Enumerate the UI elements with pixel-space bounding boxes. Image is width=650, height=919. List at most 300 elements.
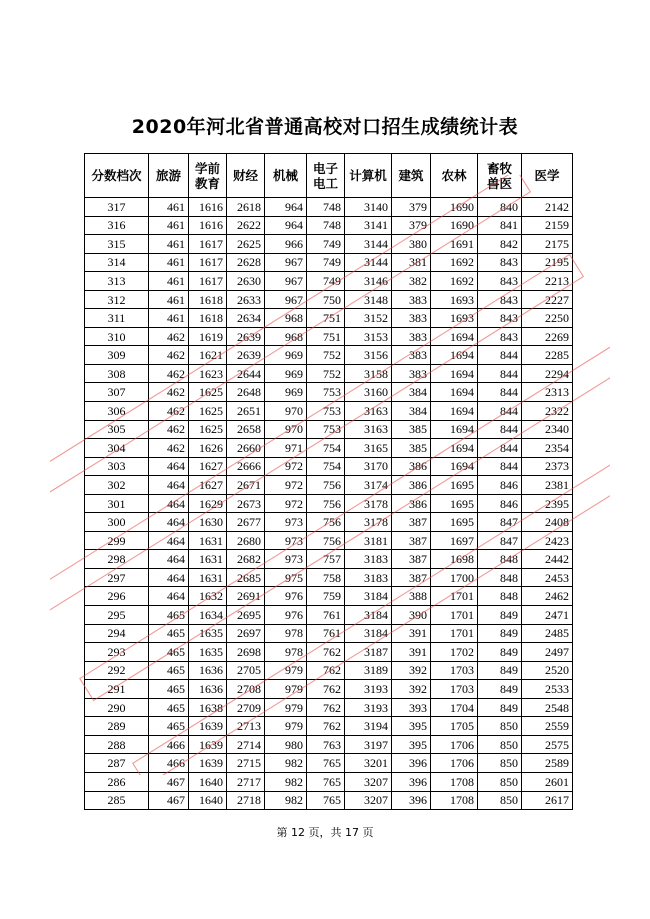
count-cell: 982 [265,791,307,810]
table-row [85,439,573,458]
table-row [85,606,573,625]
count-cell: 2698 [227,643,265,662]
count-cell: 1618 [189,290,227,309]
table-row [85,198,573,217]
count-cell: 2625 [227,235,265,254]
count-cell: 972 [265,457,307,476]
count-cell: 1636 [189,661,227,680]
score-level-cell: 306 [85,402,149,421]
table-row [85,457,573,476]
count-cell: 976 [265,606,307,625]
count-cell: 1640 [189,791,227,810]
count-cell: 3170 [345,457,392,476]
table-row [85,216,573,235]
count-cell: 1631 [189,568,227,587]
count-cell: 383 [392,364,431,383]
count-cell: 2651 [227,402,265,421]
count-cell: 765 [307,754,345,773]
count-cell: 850 [478,735,522,754]
score-level-cell: 301 [85,494,149,513]
count-cell: 464 [149,457,189,476]
count-cell: 759 [307,587,345,606]
table-row [85,791,573,810]
count-cell: 982 [265,772,307,791]
count-cell: 3163 [345,420,392,439]
table-row [85,383,573,402]
table-row [85,661,573,680]
count-cell: 2622 [227,216,265,235]
count-cell: 391 [392,624,431,643]
table-row [85,364,573,383]
score-level-cell: 305 [85,420,149,439]
count-cell: 3184 [345,587,392,606]
count-cell: 465 [149,680,189,699]
column-header: 分数档次 [85,154,149,198]
count-cell: 1691 [431,235,478,254]
count-cell: 2340 [522,420,573,439]
count-cell: 762 [307,643,345,662]
count-cell: 964 [265,216,307,235]
count-cell: 761 [307,606,345,625]
score-level-cell: 307 [85,383,149,402]
count-cell: 1701 [431,624,478,643]
count-cell: 2471 [522,606,573,625]
count-cell: 972 [265,494,307,513]
count-cell: 3152 [345,309,392,328]
count-cell: 3187 [345,643,392,662]
count-cell: 968 [265,309,307,328]
count-cell: 754 [307,457,345,476]
count-cell: 765 [307,772,345,791]
count-cell: 1697 [431,531,478,550]
count-cell: 844 [478,457,522,476]
count-cell: 3160 [345,383,392,402]
score-level-cell: 296 [85,587,149,606]
count-cell: 841 [478,216,522,235]
count-cell: 2285 [522,346,573,365]
count-cell: 1626 [189,439,227,458]
count-cell: 382 [392,272,431,291]
count-cell: 850 [478,791,522,810]
count-cell: 846 [478,494,522,513]
score-level-cell: 317 [85,198,149,217]
count-cell: 2634 [227,309,265,328]
count-cell: 387 [392,531,431,550]
count-cell: 1706 [431,735,478,754]
count-cell: 1634 [189,606,227,625]
count-cell: 1694 [431,364,478,383]
count-cell: 757 [307,550,345,569]
count-cell: 970 [265,420,307,439]
count-cell: 1692 [431,253,478,272]
count-cell: 1698 [431,550,478,569]
count-cell: 979 [265,698,307,717]
count-cell: 762 [307,698,345,717]
count-cell: 979 [265,717,307,736]
count-cell: 461 [149,235,189,254]
count-cell: 1625 [189,420,227,439]
count-cell: 849 [478,606,522,625]
count-cell: 973 [265,531,307,550]
count-cell: 2660 [227,439,265,458]
count-cell: 2195 [522,253,573,272]
count-cell: 3183 [345,550,392,569]
count-cell: 762 [307,717,345,736]
count-cell: 461 [149,253,189,272]
count-cell: 843 [478,290,522,309]
count-cell: 462 [149,402,189,421]
count-cell: 3193 [345,698,392,717]
count-cell: 461 [149,290,189,309]
table-row [85,402,573,421]
table-row [85,550,573,569]
column-header: 旅游 [149,154,189,198]
table-row [85,587,573,606]
count-cell: 1636 [189,680,227,699]
count-cell: 749 [307,235,345,254]
count-cell: 387 [392,550,431,569]
count-cell: 971 [265,439,307,458]
table-row [85,680,573,699]
column-header: 财经 [227,154,265,198]
score-level-cell: 302 [85,476,149,495]
count-cell: 1694 [431,346,478,365]
count-cell: 465 [149,717,189,736]
table-row [85,346,573,365]
count-cell: 3144 [345,253,392,272]
count-cell: 1629 [189,494,227,513]
count-cell: 2601 [522,772,573,791]
count-cell: 466 [149,754,189,773]
count-cell: 386 [392,476,431,495]
count-cell: 464 [149,494,189,513]
count-cell: 3158 [345,364,392,383]
count-cell: 462 [149,383,189,402]
count-cell: 2423 [522,531,573,550]
count-cell: 975 [265,568,307,587]
count-cell: 3156 [345,346,392,365]
count-cell: 848 [478,568,522,587]
count-cell: 849 [478,680,522,699]
column-header: 计算机 [345,154,392,198]
column-header: 医学 [522,154,573,198]
count-cell: 1619 [189,327,227,346]
count-cell: 2159 [522,216,573,235]
count-cell: 850 [478,772,522,791]
count-cell: 1694 [431,439,478,458]
count-cell: 464 [149,568,189,587]
count-cell: 383 [392,327,431,346]
count-cell: 383 [392,309,431,328]
score-level-cell: 298 [85,550,149,569]
count-cell: 2381 [522,476,573,495]
count-cell: 843 [478,327,522,346]
count-cell: 467 [149,772,189,791]
count-cell: 386 [392,494,431,513]
count-cell: 1638 [189,698,227,717]
count-cell: 2313 [522,383,573,402]
count-cell: 1694 [431,457,478,476]
count-cell: 2520 [522,661,573,680]
count-cell: 2442 [522,550,573,569]
count-cell: 1706 [431,754,478,773]
table-row [85,327,573,346]
count-cell: 3148 [345,290,392,309]
count-cell: 848 [478,550,522,569]
count-cell: 2677 [227,513,265,532]
count-cell: 464 [149,513,189,532]
count-cell: 2717 [227,772,265,791]
score-level-cell: 297 [85,568,149,587]
score-level-cell: 299 [85,531,149,550]
count-cell: 2658 [227,420,265,439]
count-cell: 1635 [189,624,227,643]
count-cell: 3153 [345,327,392,346]
count-cell: 465 [149,606,189,625]
count-cell: 3165 [345,439,392,458]
count-cell: 383 [392,346,431,365]
count-cell: 844 [478,364,522,383]
count-cell: 3201 [345,754,392,773]
count-cell: 1632 [189,587,227,606]
column-header: 畜牧 兽医 [478,154,522,198]
count-cell: 749 [307,272,345,291]
count-cell: 3184 [345,624,392,643]
table-row [85,420,573,439]
count-cell: 1639 [189,717,227,736]
count-cell: 849 [478,643,522,662]
count-cell: 979 [265,661,307,680]
score-level-cell: 312 [85,290,149,309]
count-cell: 466 [149,735,189,754]
count-cell: 3144 [345,235,392,254]
count-cell: 392 [392,661,431,680]
score-level-cell: 304 [85,439,149,458]
count-cell: 840 [478,198,522,217]
count-cell: 393 [392,698,431,717]
count-cell: 3141 [345,216,392,235]
score-level-cell: 300 [85,513,149,532]
count-cell: 1692 [431,272,478,291]
count-cell: 969 [265,364,307,383]
column-header: 农林 [431,154,478,198]
table-row [85,476,573,495]
count-cell: 762 [307,661,345,680]
count-cell: 391 [392,643,431,662]
count-cell: 462 [149,420,189,439]
count-cell: 752 [307,346,345,365]
count-cell: 2630 [227,272,265,291]
count-cell: 966 [265,235,307,254]
page-footer: 第 12 页，共 17 页 [276,826,374,839]
count-cell: 2175 [522,235,573,254]
count-cell: 979 [265,680,307,699]
count-cell: 848 [478,587,522,606]
count-cell: 1690 [431,198,478,217]
count-cell: 843 [478,272,522,291]
count-cell: 844 [478,346,522,365]
count-cell: 2714 [227,735,265,754]
table-row [85,568,573,587]
count-cell: 844 [478,420,522,439]
count-cell: 386 [392,457,431,476]
count-cell: 1617 [189,235,227,254]
score-level-cell: 309 [85,346,149,365]
count-cell: 1617 [189,253,227,272]
count-cell: 462 [149,327,189,346]
count-cell: 3207 [345,791,392,810]
table-row [85,253,573,272]
count-cell: 978 [265,624,307,643]
count-cell: 1621 [189,346,227,365]
count-cell: 1695 [431,494,478,513]
table-row [85,643,573,662]
count-cell: 1702 [431,643,478,662]
count-cell: 980 [265,735,307,754]
count-cell: 385 [392,439,431,458]
count-cell: 1705 [431,717,478,736]
count-cell: 465 [149,698,189,717]
count-cell: 461 [149,216,189,235]
count-cell: 754 [307,439,345,458]
score-level-cell: 315 [85,235,149,254]
score-level-cell: 294 [85,624,149,643]
count-cell: 2708 [227,680,265,699]
count-cell: 756 [307,531,345,550]
count-cell: 850 [478,717,522,736]
count-cell: 967 [265,272,307,291]
count-cell: 465 [149,661,189,680]
score-level-cell: 289 [85,717,149,736]
count-cell: 387 [392,513,431,532]
table-row [85,735,573,754]
count-cell: 2497 [522,643,573,662]
table-row [85,698,573,717]
count-cell: 964 [265,198,307,217]
count-cell: 3184 [345,606,392,625]
count-cell: 762 [307,680,345,699]
count-cell: 752 [307,364,345,383]
count-cell: 467 [149,791,189,810]
count-cell: 387 [392,568,431,587]
table-row [85,754,573,773]
score-level-cell: 308 [85,364,149,383]
count-cell: 1708 [431,772,478,791]
count-cell: 1618 [189,309,227,328]
count-cell: 2142 [522,198,573,217]
count-cell: 2250 [522,309,573,328]
count-cell: 2408 [522,513,573,532]
count-cell: 1701 [431,587,478,606]
count-cell: 461 [149,272,189,291]
column-header: 建筑 [392,154,431,198]
count-cell: 973 [265,550,307,569]
table-row [85,717,573,736]
count-cell: 2682 [227,550,265,569]
document-title: 2020年河北省普通高校对口招生成绩统计表 [131,116,519,138]
count-cell: 2354 [522,439,573,458]
count-cell: 2453 [522,568,573,587]
count-cell: 1631 [189,550,227,569]
count-cell: 748 [307,198,345,217]
count-cell: 842 [478,235,522,254]
count-cell: 2639 [227,346,265,365]
count-cell: 3193 [345,680,392,699]
score-level-cell: 313 [85,272,149,291]
count-cell: 849 [478,698,522,717]
table-body [85,198,573,810]
table-row [85,531,573,550]
count-cell: 395 [392,717,431,736]
count-cell: 1617 [189,272,227,291]
count-cell: 1631 [189,531,227,550]
count-cell: 3189 [345,661,392,680]
score-level-cell: 310 [85,327,149,346]
count-cell: 3194 [345,717,392,736]
count-cell: 1616 [189,198,227,217]
count-cell: 380 [392,235,431,254]
count-cell: 465 [149,624,189,643]
score-level-cell: 290 [85,698,149,717]
count-cell: 388 [392,587,431,606]
count-cell: 969 [265,346,307,365]
count-cell: 753 [307,383,345,402]
count-cell: 756 [307,513,345,532]
count-cell: 1701 [431,606,478,625]
table-row [85,624,573,643]
count-cell: 976 [265,587,307,606]
count-cell: 1639 [189,735,227,754]
count-cell: 464 [149,531,189,550]
score-level-cell: 293 [85,643,149,662]
count-cell: 751 [307,309,345,328]
count-cell: 2575 [522,735,573,754]
score-level-cell: 287 [85,754,149,773]
count-cell: 973 [265,513,307,532]
count-cell: 2648 [227,383,265,402]
count-cell: 462 [149,439,189,458]
count-cell: 2548 [522,698,573,717]
count-cell: 464 [149,587,189,606]
count-cell: 1695 [431,476,478,495]
count-cell: 1704 [431,698,478,717]
count-cell: 464 [149,550,189,569]
count-cell: 1640 [189,772,227,791]
score-level-cell: 285 [85,791,149,810]
count-cell: 2294 [522,364,573,383]
count-cell: 3181 [345,531,392,550]
count-cell: 2213 [522,272,573,291]
count-cell: 384 [392,383,431,402]
count-cell: 1639 [189,754,227,773]
table-row [85,309,573,328]
count-cell: 2618 [227,198,265,217]
count-cell: 849 [478,624,522,643]
count-cell: 1623 [189,364,227,383]
count-cell: 461 [149,309,189,328]
count-cell: 843 [478,309,522,328]
score-level-cell: 286 [85,772,149,791]
count-cell: 1700 [431,568,478,587]
column-header: 学前 教育 [189,154,227,198]
score-level-cell: 311 [85,309,149,328]
count-cell: 2628 [227,253,265,272]
count-cell: 1625 [189,383,227,402]
count-cell: 462 [149,364,189,383]
count-cell: 750 [307,290,345,309]
count-cell: 395 [392,735,431,754]
count-cell: 2680 [227,531,265,550]
